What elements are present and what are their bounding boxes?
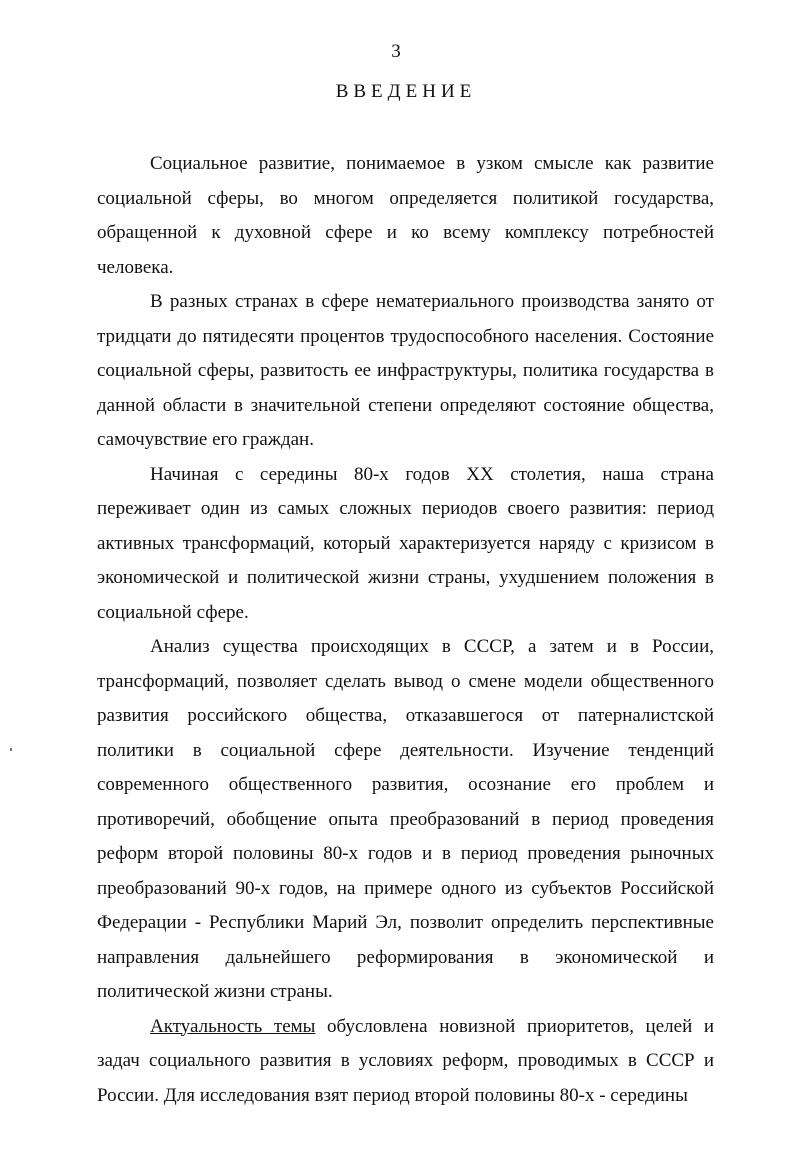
relevance-lead: Актуальность темы <box>150 1015 316 1037</box>
body-text <box>97 147 714 1113</box>
paragraph: Социальное развитие, понимаемое в узком смысле как развитие социальной сферы, во многом определяется политикой государства, обращенной к духовной сфере и ко всему комплексу потребностей человека. <box>97 153 714 278</box>
section-heading: ВВЕДЕНИЕ <box>335 81 477 102</box>
margin-mark <box>10 748 12 751</box>
paragraph-relevance <box>97 1010 714 1114</box>
paragraph: Начиная с середины 80-х годов XX столетия, наша страна переживает один из самых сложных периодов своего развития: период активных трансформаций, который характеризуется наряду с кризисом в экономической и политической жизни страны, ухудшением положения в социальной сфере. <box>97 463 714 623</box>
page-number: 3 <box>391 41 401 62</box>
relevance-text: обусловлена новизной приоритетов, целей и задач социального развития в условиях реформ, проводимых в СССР и России. Для исследования взят период второй половины 80-х - середины <box>97 1015 714 1106</box>
paragraph: В разных странах в сфере нематериального производства занято от тридцати до пятидесяти процентов трудоспособного населения. Состояние социальной сферы, развитость ее инфраструктуры, политика государства в данной области в значительной степени определяют состояние общества, самочувствие его граждан. <box>97 291 714 450</box>
paragraph: Анализ существа происходящих в СССР, а затем и в России, трансформаций, позволяет сделать вывод о смене модели общественного развития российского общества, отказавшегося от патерналистской политики в социальной сфере деятельности. Изучение тенденций современного общественного развития, осознание его проблем и противоречий, обобщение опыта преобразований в период проведения реформ второй половины 80-х годов и в период проведения рыночных преобразований 90-х годов, на примере одного из субъектов Российской Федерации - Республики Марий Эл, позволит определить перспективные направления дальнейшего реформирования в экономической и политической жизни страны. <box>97 636 714 1002</box>
